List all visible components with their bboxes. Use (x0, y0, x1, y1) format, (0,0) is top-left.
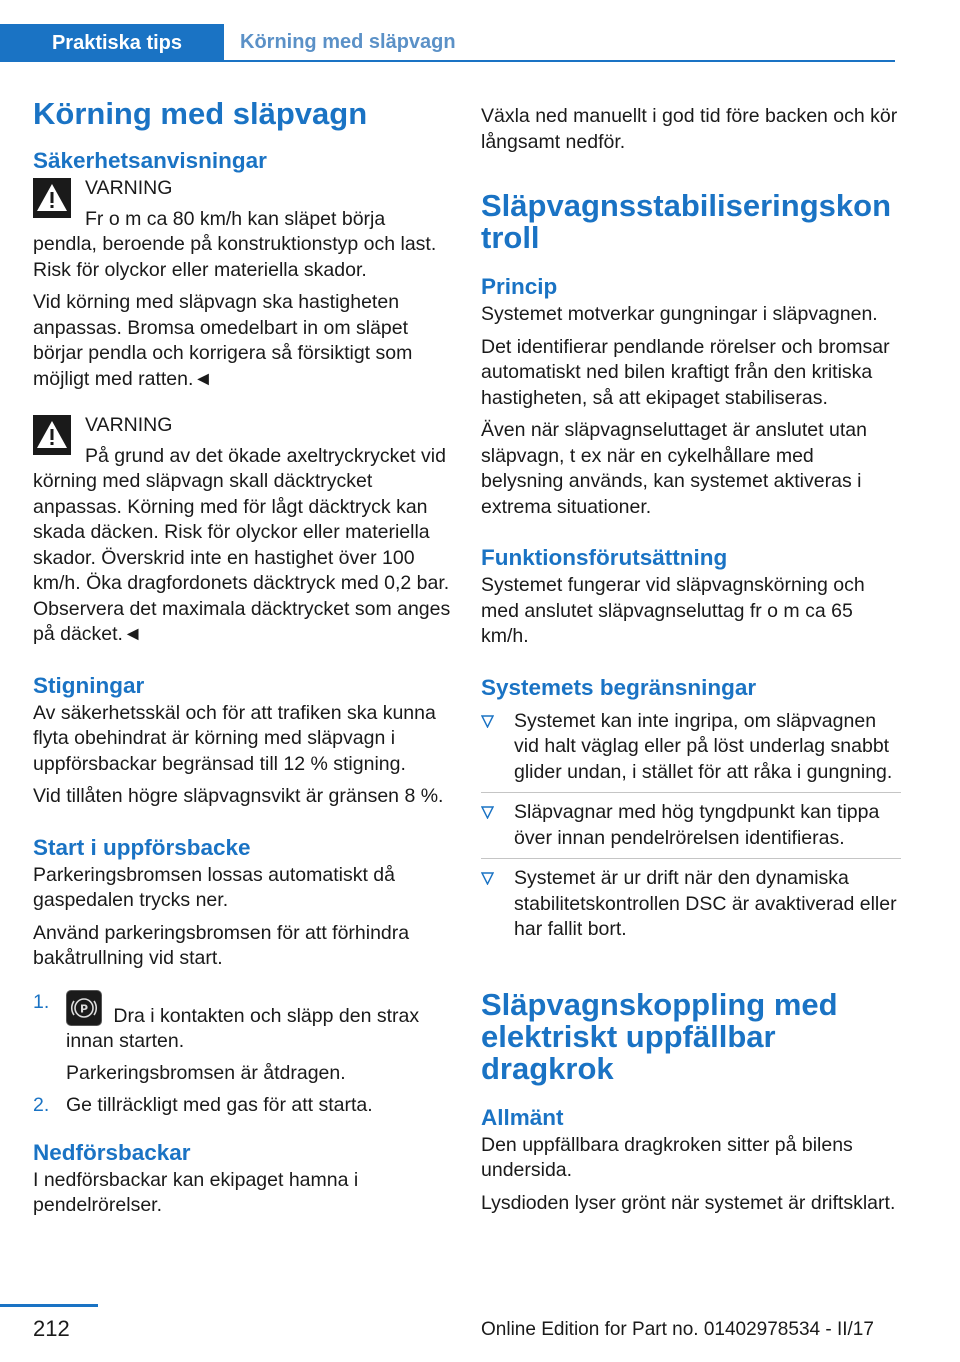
body-text: Det identifierar pendlande rörelser och bromsar automatiskt ned bilen kraftigt från den kritiska hastigheten, så att ekipaget stabiliseras. (481, 335, 890, 409)
begransningar-heading: Systemets begränsningar (481, 674, 757, 700)
list-item-text: Systemet är ur drift när den dynamiska stabilitetskontrollen DSC är avaktiverad eller har fallit bort. (514, 867, 897, 940)
step-text: Dra i kontakten och släpp den strax innan starten. (66, 1004, 420, 1052)
funktion-heading: Funktionsförutsättning (481, 545, 728, 570)
body-text: I nedförsbackar kan ekipaget hamna i pendelrörelser. (33, 1168, 359, 1216)
list-item (481, 866, 901, 950)
warning-block-2 (33, 413, 451, 648)
footer-rule (0, 1304, 98, 1307)
page-number: 212 (33, 1316, 70, 1341)
step-number: 2. (33, 1094, 50, 1116)
body-text: Systemet fungerar vid släpvagnskörning och med anslutet släpvagnseluttag fr o m ca 65 km/h. (481, 574, 865, 647)
body-text: Lysdioden lyser grönt när systemet är driftsklart. (481, 1191, 896, 1214)
warning-text: På grund av det ökade axeltryckrycket vid körning med släpvagn skall däcktrycket anpassas. Körning med för lågt däcktryck kan skada däcken. Risk för olyckor eller materiella skador. Överskrid inte en hastighet över 100 km/h. Öka dragfordonets däcktryck med 0,2 bar. Observera det maximala däcktrycket som anges på däcket.◄ (33, 444, 451, 645)
section-title: Släpvagnsstabiliseringskontroll (481, 188, 892, 255)
triangle-bullet-icon (481, 872, 494, 885)
body-text: Av säkerhetsskäl och för att trafiken ska kunna flyta obehindrat är körning med släpvagn i uppförsbackar begränsad till 12 % stigning. (33, 701, 436, 775)
princip-heading: Princip (481, 274, 558, 299)
list-item-text: Systemet kan inte ingripa, om släpvagnen vid halt väglag eller på löst underlag snabbt glider undan, i stället för att råka i gungning. (514, 709, 893, 783)
list-item-text: Släpvagnar med hög tyngdpunkt kan tippa över innan pendelrörelsen identifieras. (514, 801, 880, 849)
body-text: Vid tillåten högre släpvagnsvikt är gränsen 8 %. (33, 785, 444, 807)
right-column (481, 104, 901, 1223)
safety-heading: Säkerhetsanvisningar (33, 148, 267, 173)
body-text: Även när släpvagnseluttaget är anslutet utan släpvagn, t ex när en cykelhållare med belysning används, kan systemet aktiveras i extrema situationer. (481, 419, 867, 518)
body-text: Parkeringsbromsen lossas automatiskt då gaspedalen trycks ner. (33, 863, 395, 911)
triangle-bullet-icon (481, 806, 494, 819)
section-tab[interactable]: Praktiska tips (0, 24, 224, 62)
warning-text: Fr o m ca 80 km/h kan släpet börja pendla, beroende på konstruktionstyp och last. Risk för olyckor eller materiella skador. (33, 207, 437, 281)
allmant-heading: Allmänt (481, 1104, 564, 1130)
list-item (33, 990, 451, 1087)
list-item (481, 800, 901, 859)
edition-text: Online Edition for Part no. 01402978534 - II/17 (481, 1319, 874, 1340)
warning-block-1 (33, 176, 451, 392)
parking-brake-icon (66, 990, 102, 1026)
list-item (481, 709, 901, 794)
body-text: Systemet motverkar gungningar i släpvagnen. (481, 303, 878, 325)
page-header (0, 24, 895, 62)
section-title: Släpvagnskoppling med elektriskt uppfällbar dragkrok (481, 986, 838, 1086)
body-text: Växla ned manuellt i god tid före backen och kör långsamt nedför. (481, 105, 898, 153)
warning-label: VARNING (85, 414, 173, 436)
page-title-tab[interactable]: Körning med släpvagn (240, 30, 456, 53)
warning-text: Vid körning med släpvagn ska hastigheten anpassas. Bromsa omedelbart in om släpet börjar pendla och korrigera så försiktigt som möjligt med ratten.◄ (33, 291, 413, 390)
start-steps (33, 990, 451, 1119)
warning-label: VARNING (85, 177, 173, 199)
warning-triangle-icon (33, 178, 71, 218)
chapter-title: Körning med släpvagn (33, 96, 368, 131)
triangle-bullet-icon (481, 715, 494, 728)
warning-triangle-icon (33, 415, 71, 455)
start-heading: Start i uppförsbacke (33, 834, 251, 860)
body-text: Den uppfällbara dragkroken sitter på bilens undersida. (481, 1133, 853, 1181)
step-subtext: Parkeringsbromsen är åtdragen. (66, 1061, 346, 1084)
left-column (33, 98, 451, 1226)
svg-text:P: P (79, 1002, 89, 1015)
nedforsbackar-heading: Nedförsbackar (33, 1139, 191, 1165)
header-rule (224, 60, 895, 62)
step-text: Ge tillräckligt med gas för att starta. (66, 1094, 373, 1116)
list-item (33, 1093, 451, 1119)
step-number: 1. (33, 990, 50, 1013)
body-text: Använd parkeringsbromsen för att förhindra bakåtrullning vid start. (33, 921, 410, 969)
stigningar-heading: Stigningar (33, 672, 145, 698)
limitations-list (481, 709, 901, 950)
